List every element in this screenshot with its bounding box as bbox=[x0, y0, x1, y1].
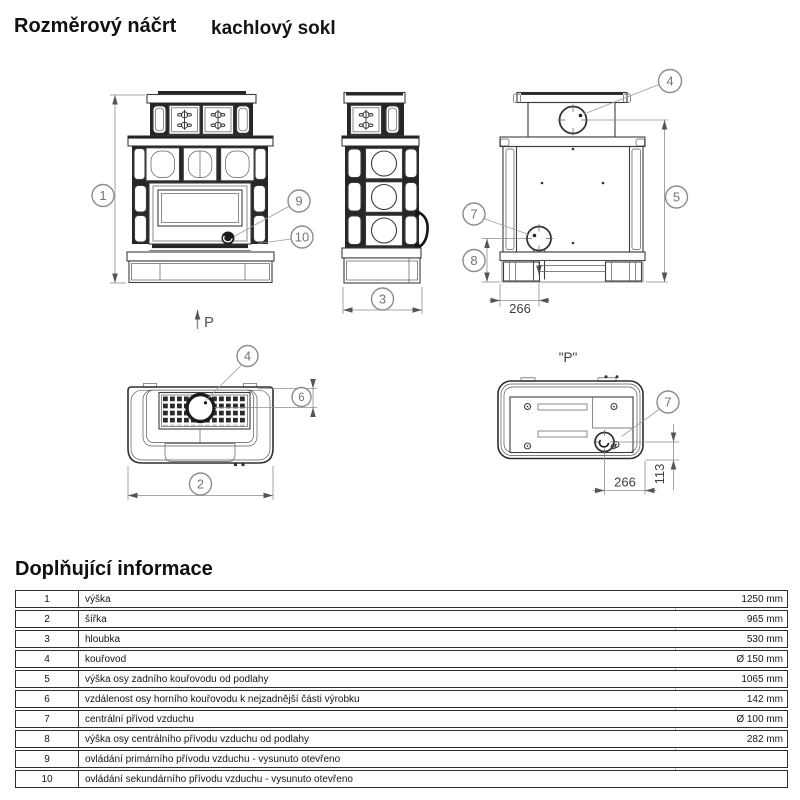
callout-5 bbox=[666, 186, 688, 208]
dimension-drawing bbox=[0, 50, 800, 555]
dim-2 bbox=[128, 466, 273, 500]
row-value: 965 mm bbox=[746, 613, 783, 625]
row-number: 1 bbox=[44, 593, 50, 605]
row-value: 142 mm bbox=[746, 693, 783, 705]
row-value: Ø 100 mm bbox=[736, 713, 783, 725]
view-direction-label: P bbox=[204, 314, 215, 331]
callout-8-number: 8 bbox=[470, 253, 478, 268]
back-view bbox=[463, 70, 688, 317]
top-flue-collar bbox=[187, 395, 214, 422]
row-number: 5 bbox=[44, 673, 50, 685]
callout-3 bbox=[372, 288, 394, 310]
dim-266-bottom-text: 266 bbox=[614, 474, 636, 490]
row-number: 4 bbox=[44, 653, 50, 665]
bottom-view bbox=[498, 350, 679, 495]
front-view bbox=[92, 91, 313, 331]
row-number: 3 bbox=[44, 633, 50, 645]
bottom-view-label: "P" bbox=[558, 350, 578, 365]
page-title: Rozměrový náčrt bbox=[14, 15, 177, 37]
row-label: kouřovod bbox=[78, 651, 675, 667]
callout-7-number: 7 bbox=[470, 206, 478, 222]
callout-5-number: 5 bbox=[672, 189, 681, 205]
row-value: 1250 mm bbox=[741, 593, 783, 605]
row-value: Ø 150 mm bbox=[736, 653, 783, 665]
callout-7-back bbox=[463, 203, 529, 235]
callout-8 bbox=[463, 250, 485, 272]
air-control-knob bbox=[222, 232, 235, 245]
row-label: výška osy centrálního přívodu vzduchu od podlahy bbox=[78, 731, 675, 747]
row-label: ovládání sekundárního přívodu vzduchu - vysunuto otevřeno bbox=[78, 771, 675, 787]
callout-6-number: 6 bbox=[298, 392, 305, 404]
callout-3-number: 3 bbox=[378, 291, 387, 307]
row-number: 9 bbox=[44, 753, 50, 765]
info-heading: Doplňující informace bbox=[15, 558, 213, 580]
callout-2-number: 2 bbox=[196, 476, 205, 492]
callout-4-number: 4 bbox=[666, 73, 674, 89]
row-label: hloubka bbox=[78, 631, 675, 647]
table-row bbox=[15, 730, 788, 748]
table-row bbox=[15, 650, 788, 668]
table-row bbox=[15, 610, 788, 628]
callout-4-number: 4 bbox=[243, 348, 252, 364]
row-label: centrální přívod vzduchu bbox=[78, 711, 675, 727]
row-label: vzdálenost osy horního kouřovodu k nejzadnější části výrobku bbox=[78, 691, 675, 707]
table-row bbox=[15, 750, 788, 768]
dim-113-text: 113 bbox=[652, 463, 667, 485]
dim-266-back bbox=[490, 282, 550, 316]
row-number: 2 bbox=[44, 613, 50, 625]
row-label: ovládání primárního přívodu vzduchu - vysunuto otevřeno bbox=[78, 751, 675, 767]
callout-10-number: 10 bbox=[294, 229, 310, 245]
row-number: 8 bbox=[44, 733, 50, 745]
flue-outlet bbox=[558, 105, 589, 136]
row-number: 7 bbox=[44, 713, 50, 725]
page-subtitle: kachlový sokl bbox=[211, 18, 336, 39]
table-row bbox=[15, 710, 788, 728]
row-label: výška osy zadního kouřovodu od podlahy bbox=[78, 671, 675, 687]
callout-7-number: 7 bbox=[664, 394, 672, 410]
table-row bbox=[15, 630, 788, 648]
table-row bbox=[15, 770, 788, 788]
row-value: 282 mm bbox=[746, 733, 783, 745]
row-label: výška bbox=[78, 591, 675, 607]
callout-1 bbox=[92, 185, 114, 207]
view-direction-arrow bbox=[198, 310, 215, 331]
row-value: 530 mm bbox=[746, 633, 783, 645]
side-view bbox=[342, 93, 428, 315]
bottom-air-inlet bbox=[594, 430, 616, 454]
callout-1-number: 1 bbox=[99, 188, 107, 203]
row-number: 6 bbox=[44, 693, 50, 705]
callout-7-bottom bbox=[622, 391, 680, 437]
callout-9-number: 9 bbox=[295, 193, 303, 209]
table-row bbox=[15, 690, 788, 708]
callout-4-back bbox=[584, 70, 682, 115]
row-number: 10 bbox=[41, 773, 53, 785]
row-label: šířka bbox=[78, 611, 675, 627]
dim-266-back-text: 266 bbox=[509, 301, 531, 316]
table-row bbox=[15, 670, 788, 688]
info-table bbox=[15, 590, 788, 790]
table-row bbox=[15, 590, 788, 608]
row-value: 1065 mm bbox=[741, 673, 783, 685]
top-view bbox=[128, 346, 317, 501]
